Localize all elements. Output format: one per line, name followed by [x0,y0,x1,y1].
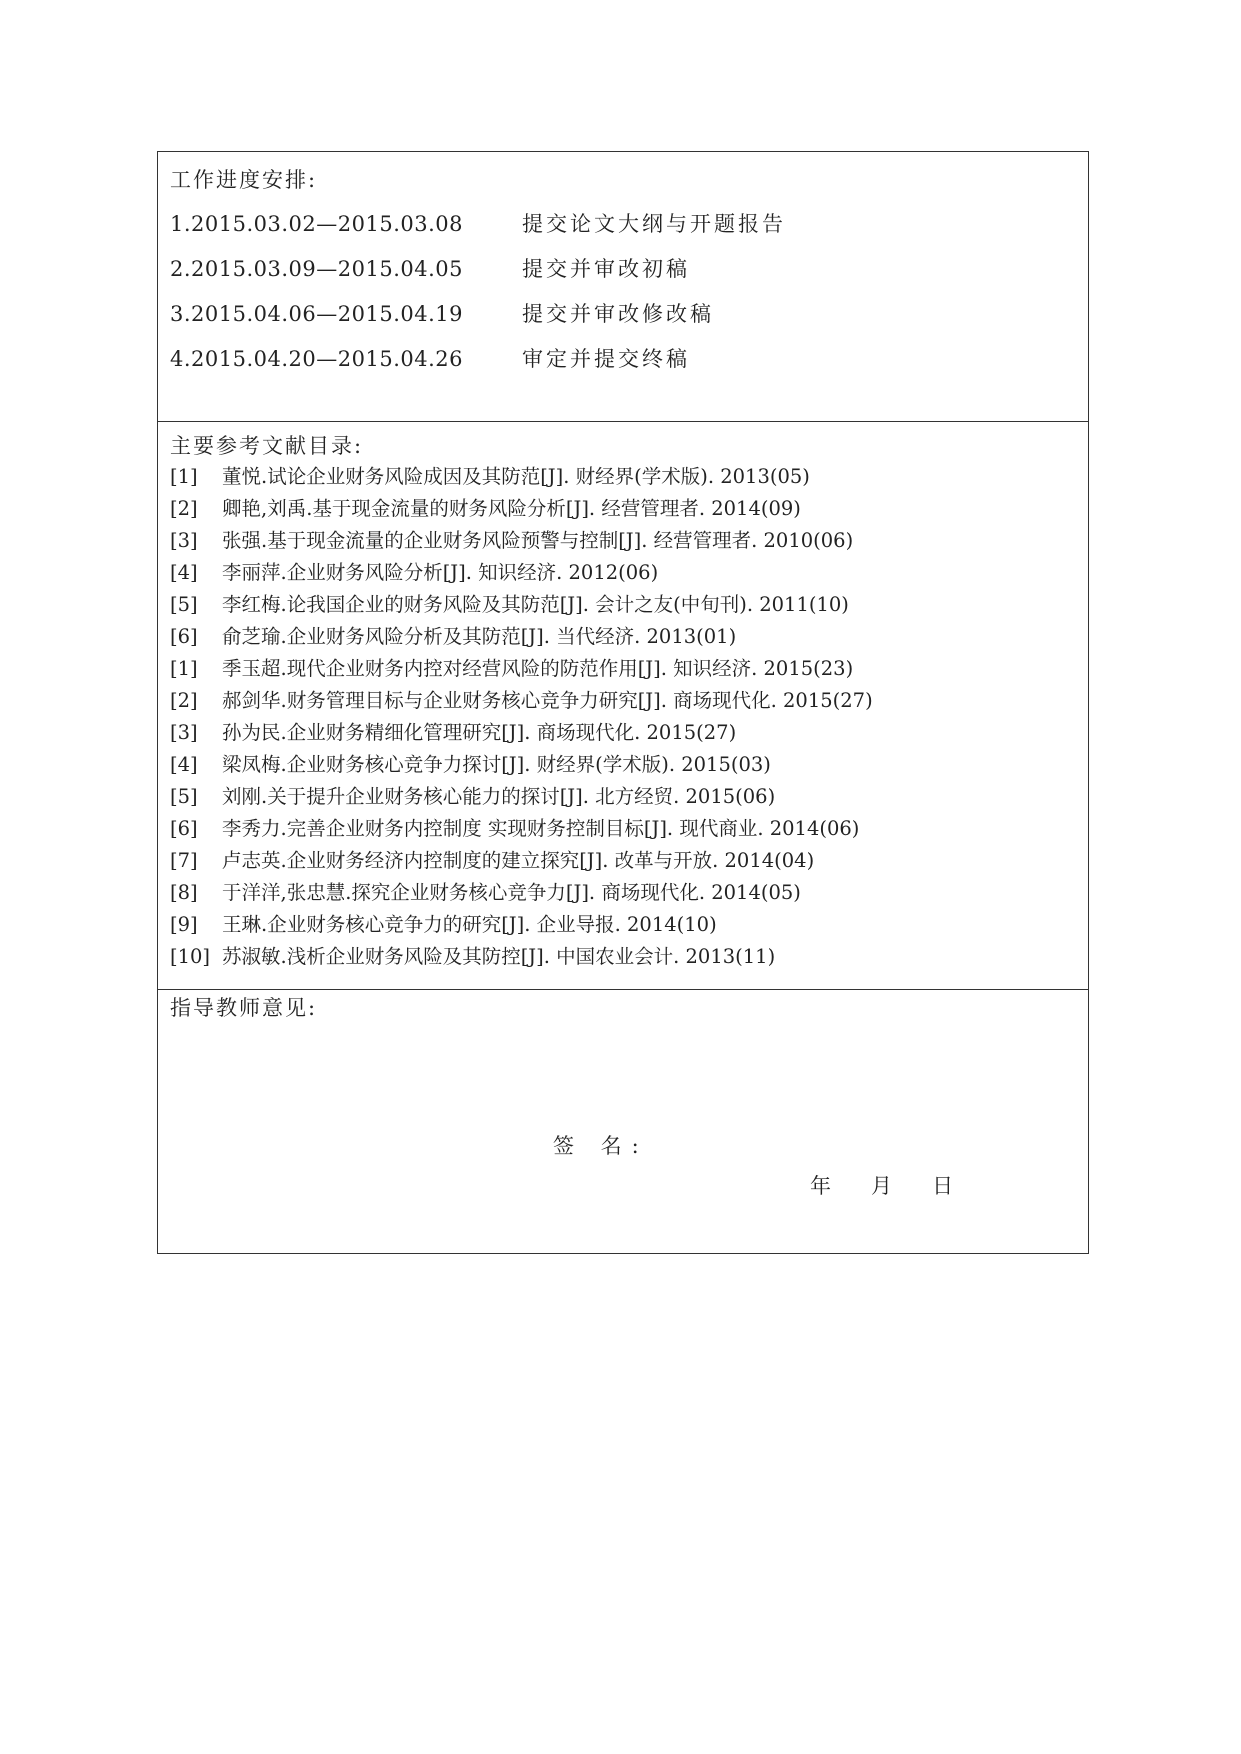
reference-item [170,528,853,554]
schedule-item [170,210,786,238]
reference-text: 孙为民.企业财务精细化管理研究[J]. 商场现代化. 2015(27) [222,721,737,744]
reference-number: [4] [170,753,198,776]
reference-item [170,816,859,842]
reference-number: [6] [170,625,198,648]
reference-item [170,944,775,970]
reference-text: 王琳.企业财务核心竞争力的研究[J]. 企业导报. 2014(10) [222,913,717,936]
reference-text: 于洋洋,张忠慧.探究企业财务核心竞争力[J]. 商场现代化. 2014(05) [222,881,801,904]
references-section [158,421,1088,989]
reference-number: [1] [170,465,198,488]
schedule-section [158,152,1088,421]
proposal-form-table [157,151,1089,1254]
schedule-task: 提交并审改修改稿 [522,302,714,326]
advisor-opinion-section [158,989,1088,1253]
schedule-dates: 4.2015.04.20—2015.04.26 [170,347,464,371]
reference-item [170,752,771,778]
reference-item [170,656,853,682]
reference-item [170,912,717,938]
reference-text: 季玉超.现代企业财务内控对经营风险的防范作用[J]. 知识经济. 2015(23) [222,657,854,680]
schedule-item [170,255,690,283]
schedule-item [170,300,714,328]
reference-item [170,624,736,650]
reference-text: 卿艳,刘禹.基于现金流量的财务风险分析[J]. 经营管理者. 2014(09) [222,497,801,520]
schedule-task: 提交论文大纲与开题报告 [522,212,786,236]
reference-text: 董悦.试论企业财务风险成因及其防范[J]. 财经界(学术版). 2013(05) [222,465,810,488]
reference-text: 卢志英.企业财务经济内控制度的建立探究[J]. 改革与开放. 2014(04) [222,849,815,872]
reference-item [170,848,814,874]
schedule-dates: 3.2015.04.06—2015.04.19 [170,302,464,326]
reference-text: 张强.基于现金流量的企业财务风险预警与控制[J]. 经营管理者. 2010(06) [222,529,854,552]
reference-number: [9] [170,913,198,936]
reference-number: [7] [170,849,198,872]
reference-text: 梁凤梅.企业财务核心竞争力探讨[J]. 财经界(学术版). 2015(03) [222,753,771,776]
reference-item [170,784,775,810]
reference-text: 李丽萍.企业财务风险分析[J]. 知识经济. 2012(06) [222,561,659,584]
reference-number: [6] [170,817,198,840]
reference-number: [2] [170,497,198,520]
reference-number: [4] [170,561,198,584]
reference-item [170,496,801,522]
references-label: 主要参考文献目录: [170,434,364,458]
schedule-dates: 1.2015.03.02—2015.03.08 [170,212,464,236]
reference-item [170,720,736,746]
reference-text: 李秀力.完善企业财务内控制度 实现财务控制目标[J]. 现代商业. 2014(06) [222,817,860,840]
reference-number: [5] [170,593,198,616]
reference-number: [8] [170,881,198,904]
reference-text: 苏淑敏.浅析企业财务风险及其防控[J]. 中国农业会计. 2013(11) [222,945,776,968]
schedule-task: 审定并提交终稿 [522,347,690,371]
schedule-label: 工作进度安排: [170,168,318,192]
reference-item [170,592,849,618]
schedule-dates: 2.2015.03.09—2015.04.05 [170,257,464,281]
schedule-item [170,345,690,373]
reference-item [170,560,658,586]
reference-item [170,880,801,906]
reference-item [170,464,810,490]
reference-number: [10] [170,945,211,968]
reference-number: [3] [170,721,198,744]
date-line: 年 月 日 [810,1174,954,1198]
opinion-label: 指导教师意见: [170,996,318,1020]
reference-number: [1] [170,657,198,680]
reference-text: 郝剑华.财务管理目标与企业财务核心竞争力研究[J]. 商场现代化. 2015(27) [222,689,873,712]
signature-label: 签 名: [553,1134,649,1158]
reference-text: 李红梅.论我国企业的财务风险及其防范[J]. 会计之友(中旬刊). 2011(10) [222,593,849,616]
reference-item [170,688,873,714]
reference-text: 刘刚.关于提升企业财务核心能力的探讨[J]. 北方经贸. 2015(06) [222,785,776,808]
reference-number: [2] [170,689,198,712]
reference-number: [3] [170,529,198,552]
reference-number: [5] [170,785,198,808]
schedule-task: 提交并审改初稿 [522,257,690,281]
reference-text: 俞芝瑜.企业财务风险分析及其防范[J]. 当代经济. 2013(01) [222,625,737,648]
